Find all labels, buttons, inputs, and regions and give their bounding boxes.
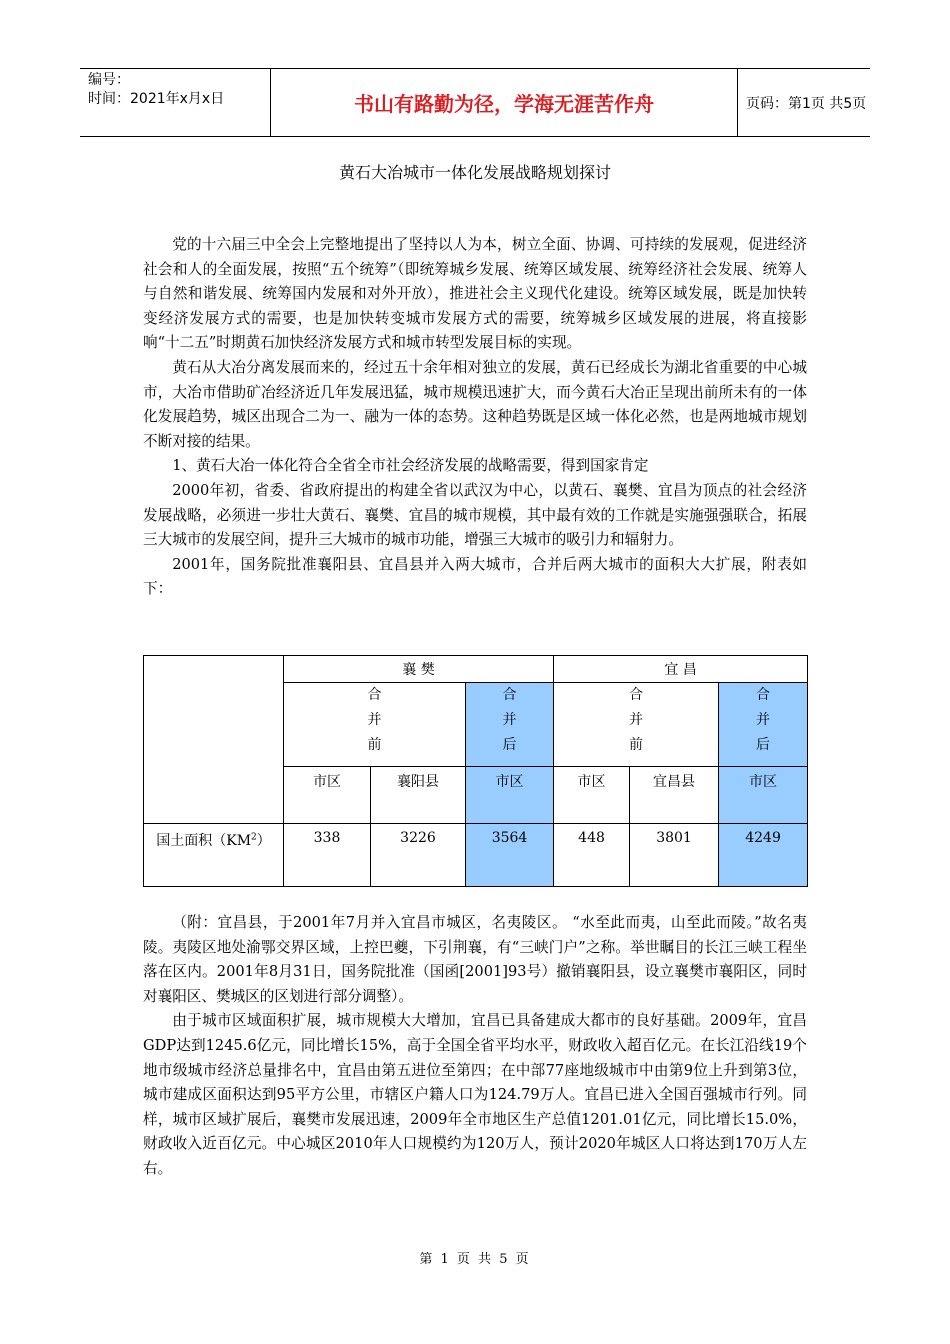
paragraph: 2001年，国务院批准襄阳县、宜昌县并入两大城市，合并后两大城市的面积大大扩展，附表如下： bbox=[143, 555, 807, 598]
body-top bbox=[143, 233, 807, 602]
table-header-after: 合 并 后 bbox=[466, 683, 554, 767]
paragraph: 1、黄石大冶一体化符合全省全市社会经济发展的战略需要，得到国家肯定 bbox=[172, 457, 649, 475]
table-cell: 3226 bbox=[371, 823, 466, 886]
paragraph: 由于城市区域面积扩展，城市规模大大增加，宜昌已具备建成大都市的良好基础。2009年，宜昌GDP达到1245.6亿元，同比增长15%，高于全国全省平均水平，财政收入超百亿元。在长江沿线19个地市级城市经济总量排名中，宜昌由第五进位至第四；在中部77座地级城市中由第9位上升到第3位，城市建成区面积达到95平方公里，市辖区户籍人口为124.79万人。宜昌已进入全国百强城市行列。同样，城市区域扩展后，襄樊市发展迅速，2009年全市地区生产总值1201.01亿元，同比增长15.0%，财政收入近百亿元。中心城区2010年人口规模约为120万人，预计2020年城区人口将达到170万人左右。 bbox=[143, 1012, 807, 1177]
header-motto: 书山有路勤为径，学海无涯苦作舟 bbox=[270, 69, 738, 136]
table-corner-cell bbox=[144, 656, 284, 824]
table-cell: 3801 bbox=[630, 823, 719, 886]
document-title: 黄石大冶城市一体化发展战略规划探讨 bbox=[338, 163, 611, 182]
paragraph: 2000年初，省委、省政府提出的构建全省以武汉为中心，以黄石、襄樊、宜昌为顶点的社会经济发展战略，必须进一步壮大黄石、襄樊、宜昌的城市规模，其中最有效的工作就是实施强强联合，拓展三大城市的发展空间，提升三大城市的城市功能，增强三大城市的吸引力和辐射力。 bbox=[143, 481, 807, 549]
paragraph: 黄石从大冶分离发展而来的，经过五十余年相对独立的发展，黄石已经成长为湖北省重要的中心城市，大冶市借助矿冶经济近几年发展迅猛，城市规模迅速扩大，而今黄石大冶正呈现出前所未有的一体化发展趋势，城区出现合二为一、融为一体的态势。这种趋势既是区域一体化必然，也是两地城市规划不断对接的结果。 bbox=[143, 358, 807, 450]
time-label: 时间：2021年x月x日 bbox=[88, 91, 225, 107]
paragraph: 党的十六届三中全会上完整地提出了坚持以人为本，树立全面、协调、可持续的发展观，促进经济社会和人的全面发展，按照“五个统筹”（即统筹城乡发展、统筹区域发展、统筹经济社会发展、统筹人与自然和谐发展、统筹国内发展和对外开放），推进社会主义现代化建设。统筹区域发展，既是加快转变经济发展方式的需要，也是加快转变城市发展方式的需要，统筹城乡区域发展的进展，将直接影响“十二五”时期黄石加快经济发展方式和城市转型发展目标的实现。 bbox=[143, 236, 807, 352]
table-subheader: 宜昌县 bbox=[630, 767, 719, 823]
table-cell: 4249 bbox=[719, 823, 808, 886]
area-table bbox=[143, 655, 808, 887]
table-subheader: 市区 bbox=[284, 767, 371, 823]
table-subheader: 襄阳县 bbox=[371, 767, 466, 823]
table-row-label: 国土面积$(KM^2)$ bbox=[144, 823, 284, 886]
header-page-number: 页码：第1页 共5页 bbox=[746, 95, 867, 112]
table-header-city1: 襄 樊 bbox=[284, 656, 554, 683]
header-meta bbox=[80, 69, 270, 136]
table-header-before: 合 并 前 bbox=[554, 683, 719, 767]
table-cell: 448 bbox=[554, 823, 630, 886]
table-header-before: 合 并 前 bbox=[284, 683, 466, 767]
body-bottom bbox=[143, 911, 807, 1182]
table-subheader: 市区 bbox=[719, 767, 808, 823]
table-header-city2: 宜 昌 bbox=[554, 656, 808, 683]
table-subheader: 市区 bbox=[554, 767, 630, 823]
paragraph: （附：宜昌县，于2001年7月并入宜昌市城区，名夷陵区。 “水至此而夷，山至此而陵。”故名夷陵。夷陵区地处渝鄂交界区域，上控巴夔，下引荆襄，有“三峡门户”之称。举世瞩目的长江三峡工程坐落在区内。2001年8月31日，国务院批准（国函[2001]93号）撤销襄阳县，设立襄樊市襄阳区，同时对襄阳区、樊城区的区划进行部分调整）。 bbox=[143, 914, 807, 1005]
serial-label: 编号： bbox=[88, 72, 130, 88]
page-header bbox=[80, 68, 870, 137]
table-cell: 3564 bbox=[466, 823, 554, 886]
page-footer: 第 1 页 共 5 页 bbox=[419, 1252, 531, 1267]
table-cell: 338 bbox=[284, 823, 371, 886]
table-subheader: 市区 bbox=[466, 767, 554, 823]
table-header-after: 合 并 后 bbox=[719, 683, 808, 767]
